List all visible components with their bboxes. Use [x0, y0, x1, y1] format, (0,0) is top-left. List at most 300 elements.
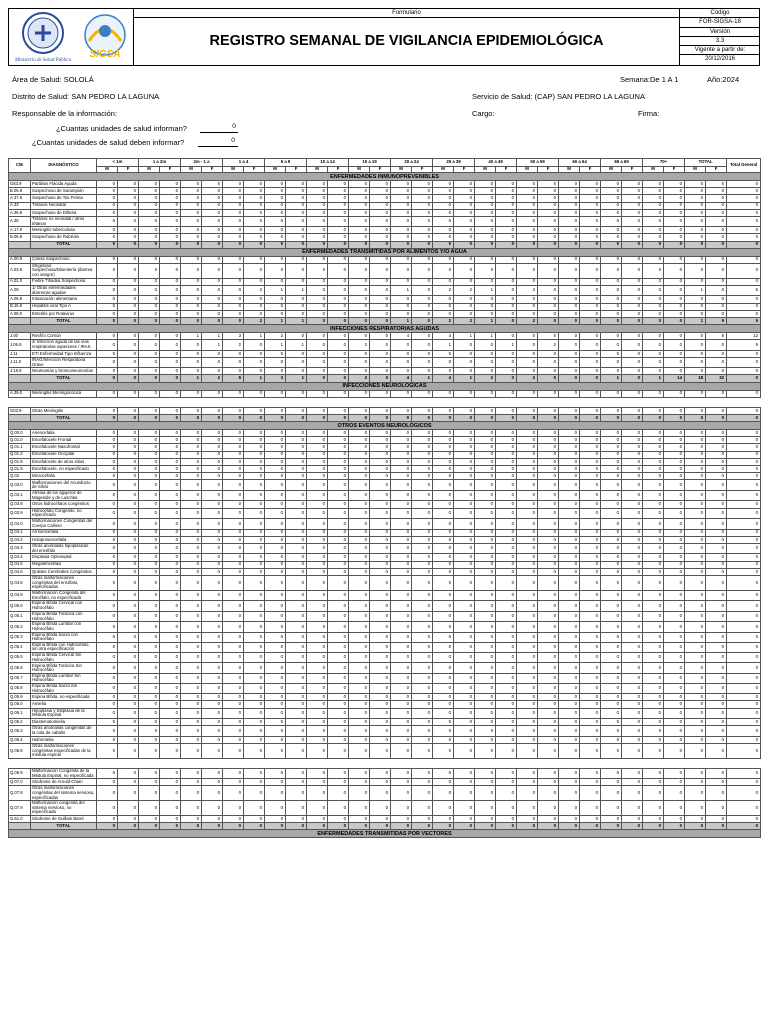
count-cell: 0: [559, 786, 580, 801]
count-cell: 0: [727, 622, 761, 632]
count-cell: 0: [601, 181, 622, 188]
count-cell: 0: [181, 663, 202, 674]
count-cell: 0: [496, 368, 517, 375]
count-cell: 0: [727, 437, 761, 444]
count-cell: 0: [496, 568, 517, 575]
count-cell: 0: [328, 501, 349, 508]
count-cell: 0: [139, 554, 160, 561]
count-cell: 0: [349, 701, 370, 708]
female-header: F: [244, 167, 265, 173]
count-cell: 0: [664, 407, 685, 414]
count-cell: 0: [370, 590, 391, 601]
count-cell: 0: [202, 786, 223, 801]
diagnosis-row: [9, 451, 761, 458]
count-cell: 0: [328, 622, 349, 632]
cie-code: J.11.0: [9, 357, 31, 367]
count-cell: 0: [559, 694, 580, 701]
count-cell: 0: [202, 536, 223, 543]
count-cell: 0: [160, 407, 181, 414]
count-cell: 0: [601, 632, 622, 642]
count-cell: 0: [727, 786, 761, 801]
count-cell: 0: [727, 632, 761, 642]
count-cell: 0: [328, 357, 349, 367]
count-cell: 0: [685, 227, 706, 234]
count-cell: 0: [160, 195, 181, 202]
count-cell: 0: [349, 726, 370, 737]
count-cell: 0: [370, 310, 391, 317]
count-cell: 0: [580, 333, 601, 340]
count-cell: 0: [601, 601, 622, 612]
count-cell: 0: [580, 310, 601, 317]
count-cell: 0: [118, 216, 139, 226]
count-cell: 0: [664, 701, 685, 708]
count-cell: 0: [139, 202, 160, 209]
count-cell: 0: [118, 181, 139, 188]
count-cell: 0: [538, 227, 559, 234]
count-cell: 0: [454, 768, 475, 779]
count-cell: 0: [559, 708, 580, 719]
diagnosis-name: Otras malformaciones congénitas especificadas de la médula espinal: [31, 744, 97, 759]
count-cell: 0: [181, 490, 202, 501]
count-cell: 0: [643, 508, 664, 519]
diagnosis-row: [9, 407, 761, 414]
count-cell: 0: [265, 653, 286, 663]
count-cell: 0: [118, 256, 139, 263]
count-cell: 0: [412, 642, 433, 653]
count-cell: 0: [496, 458, 517, 465]
count-cell: 0: [118, 444, 139, 451]
count-cell: 0: [433, 480, 454, 491]
count-cell: 0: [475, 209, 496, 216]
count-cell: 1: [601, 375, 622, 382]
count-cell: 0: [706, 202, 727, 209]
count-cell: 0: [454, 744, 475, 759]
count-cell: 0: [223, 303, 244, 310]
count-cell: 0: [349, 303, 370, 310]
count-cell: 0: [538, 375, 559, 382]
count-cell: 0: [475, 519, 496, 530]
diagnosis-name: Espina Bífida Sacra Sin Hidrocéfalo: [31, 684, 97, 694]
count-cell: 0: [223, 195, 244, 202]
total-spacer-cell: [9, 241, 31, 248]
count-cell: 0: [223, 768, 244, 779]
count-cell: 0: [265, 611, 286, 622]
count-cell: 0: [139, 736, 160, 743]
count-cell: 0: [685, 444, 706, 451]
count-cell: 0: [454, 458, 475, 465]
count-cell: 0: [97, 390, 118, 397]
count-cell: 0: [622, 480, 643, 491]
count-cell: 0: [202, 642, 223, 653]
count-cell: 0: [244, 684, 265, 694]
count-cell: 0: [664, 437, 685, 444]
count-cell: 0: [706, 188, 727, 195]
count-cell: 0: [559, 554, 580, 561]
count-cell: 0: [244, 673, 265, 683]
female-header: F: [118, 167, 139, 173]
count-cell: 0: [433, 263, 454, 278]
count-cell: 0: [181, 414, 202, 421]
count-cell: 0: [706, 501, 727, 508]
diagnosis-name: Intoxicación alimentaria: [31, 296, 97, 303]
count-cell: 0: [370, 736, 391, 743]
count-cell: 0: [139, 241, 160, 248]
count-cell: 1: [496, 340, 517, 351]
count-cell: 0: [496, 744, 517, 759]
count-cell: 0: [223, 473, 244, 480]
count-cell: 0: [328, 227, 349, 234]
count-cell: 0: [538, 278, 559, 285]
count-cell: 0: [349, 390, 370, 397]
count-cell: 0: [391, 296, 412, 303]
count-cell: 0: [601, 816, 622, 823]
count-cell: 0: [160, 568, 181, 575]
count-cell: 0: [580, 801, 601, 816]
count-cell: 0: [181, 195, 202, 202]
count-cell: 0: [454, 430, 475, 437]
count-cell: 0: [496, 561, 517, 568]
count-cell: 0: [391, 768, 412, 779]
count-cell: 0: [181, 285, 202, 296]
count-cell: 1: [265, 340, 286, 351]
count-cell: 0: [349, 653, 370, 663]
count-cell: 0: [664, 529, 685, 536]
count-cell: 0: [643, 673, 664, 683]
count-cell: 6: [727, 340, 761, 351]
count-cell: 0: [643, 340, 664, 351]
count-cell: 0: [349, 227, 370, 234]
count-cell: 0: [202, 202, 223, 209]
diagnosis-row: [9, 611, 761, 622]
diagnosis-name: Otras anomalías hipoplásicas del encéfalo: [31, 543, 97, 554]
count-cell: 0: [370, 188, 391, 195]
count-cell: 0: [349, 451, 370, 458]
count-cell: 0: [118, 227, 139, 234]
count-cell: 0: [433, 744, 454, 759]
count-cell: 0: [538, 543, 559, 554]
count-cell: 0: [328, 234, 349, 241]
count-cell: 0: [370, 701, 391, 708]
count-cell: 0: [580, 701, 601, 708]
count-cell: 0: [349, 202, 370, 209]
cie-code: Q.07.9: [9, 801, 31, 816]
count-cell: 0: [181, 209, 202, 216]
cie-code: B.05.9: [9, 188, 31, 195]
count-cell: 0: [160, 501, 181, 508]
count-cell: 0: [727, 407, 761, 414]
count-cell: 0: [475, 823, 496, 830]
age-group-header: 15 a 19: [349, 159, 391, 167]
diagnosis-name: Encefalocele Frontal: [31, 437, 97, 444]
surveillance-table: [8, 158, 761, 838]
count-cell: 0: [664, 296, 685, 303]
count-cell: 0: [601, 473, 622, 480]
diagnosis-name: ETI Enfermedad Tipo Influenza: [31, 350, 97, 357]
count-cell: 0: [622, 181, 643, 188]
count-cell: 0: [349, 317, 370, 324]
age-group-header: 65 a 69: [601, 159, 643, 167]
count-cell: 0: [223, 576, 244, 591]
count-cell: 9: [706, 317, 727, 324]
count-cell: 0: [727, 653, 761, 663]
count-cell: 0: [202, 473, 223, 480]
section-title: OTROS EVENTOS NEUROLÓGICOS: [9, 422, 761, 430]
count-cell: 0: [454, 561, 475, 568]
count-cell: 0: [160, 823, 181, 830]
count-cell: 0: [223, 317, 244, 324]
count-cell: 0: [349, 430, 370, 437]
count-cell: 0: [349, 407, 370, 414]
count-cell: 0: [517, 444, 538, 451]
count-cell: 0: [286, 779, 307, 786]
count-cell: 0: [517, 561, 538, 568]
cie-code: G.61.0: [9, 816, 31, 823]
count-cell: 0: [244, 263, 265, 278]
count-cell: 0: [664, 632, 685, 642]
count-cell: 0: [685, 622, 706, 632]
diagnosis-name: Shigelosis Sospechosa/Disentería (diarrea con sangre): [31, 263, 97, 278]
count-cell: 0: [622, 195, 643, 202]
count-cell: 0: [328, 673, 349, 683]
count-cell: 0: [118, 340, 139, 351]
count-cell: 0: [160, 543, 181, 554]
diagnosis-name: Espina Bífida Torácica con Hidrocéfalo: [31, 611, 97, 622]
count-cell: 0: [286, 642, 307, 653]
count-cell: 0: [538, 554, 559, 561]
diagnosis-name: Hepatitis viral Tipo A: [31, 303, 97, 310]
count-cell: 0: [622, 708, 643, 719]
sigsa-logo: [77, 11, 133, 65]
count-cell: 0: [433, 181, 454, 188]
count-cell: 0: [307, 622, 328, 632]
count-cell: 0: [706, 473, 727, 480]
diagnosis-row: [9, 333, 761, 340]
count-cell: 0: [664, 622, 685, 632]
count-cell: 0: [601, 779, 622, 786]
count-cell: 0: [601, 430, 622, 437]
diagnosis-name: Amielia: [31, 701, 97, 708]
count-cell: 0: [139, 350, 160, 357]
diagnosis-name: Hidrocéfalo Congénito, no especificado: [31, 508, 97, 519]
count-cell: 0: [727, 451, 761, 458]
diagnosis-name: Otras malformaciones congénitas del encéfalo, especificadas: [31, 576, 97, 591]
count-cell: 0: [454, 801, 475, 816]
count-cell: 0: [454, 407, 475, 414]
count-cell: 0: [412, 694, 433, 701]
count-cell: 0: [685, 216, 706, 226]
diagnosis-row: [9, 350, 761, 357]
count-cell: 0: [643, 303, 664, 310]
count-cell: 0: [286, 473, 307, 480]
count-cell: 0: [454, 508, 475, 519]
count-cell: 0: [454, 414, 475, 421]
count-cell: 0: [538, 701, 559, 708]
count-cell: 0: [580, 490, 601, 501]
count-cell: 0: [370, 466, 391, 473]
diagnosis-name: Espina Bífida Cervical Sin Hidrocéfalo: [31, 653, 97, 663]
count-cell: 0: [139, 216, 160, 226]
diagnosis-name: Neumonías y bronconeumonías: [31, 368, 97, 375]
count-cell: 0: [286, 480, 307, 491]
count-cell: 0: [496, 726, 517, 737]
cie-code: A.05.9: [9, 296, 31, 303]
count-cell: 0: [433, 719, 454, 726]
count-cell: 0: [538, 234, 559, 241]
count-cell: 0: [454, 694, 475, 701]
count-cell: 0: [412, 708, 433, 719]
signature-field: Firma:: [638, 109, 660, 118]
count-cell: 0: [265, 701, 286, 708]
count-cell: 0: [685, 684, 706, 694]
diagnosis-row: [9, 622, 761, 632]
count-cell: 0: [475, 234, 496, 241]
count-cell: 0: [265, 519, 286, 530]
count-cell: 0: [727, 216, 761, 226]
count-cell: 0: [97, 278, 118, 285]
count-cell: 0: [97, 188, 118, 195]
count-cell: 0: [622, 554, 643, 561]
count-cell: 0: [181, 519, 202, 530]
count-cell: 0: [601, 708, 622, 719]
count-cell: 0: [412, 601, 433, 612]
count-cell: 0: [685, 473, 706, 480]
diagnosis-name: Otras malformaciones congénitas del sistema nervioso, especificadas: [31, 786, 97, 801]
count-cell: 0: [727, 458, 761, 465]
female-header: F: [496, 167, 517, 173]
count-cell: 0: [223, 451, 244, 458]
count-cell: 0: [580, 663, 601, 674]
count-cell: 0: [706, 278, 727, 285]
count-cell: 0: [307, 719, 328, 726]
count-cell: 0: [349, 673, 370, 683]
cie-code: A.39.0: [9, 390, 31, 397]
count-cell: 0: [223, 642, 244, 653]
count-cell: 0: [664, 673, 685, 683]
count-cell: 0: [181, 816, 202, 823]
count-cell: 0: [307, 576, 328, 591]
count-cell: 0: [307, 437, 328, 444]
count-cell: 14: [664, 375, 685, 382]
count-cell: 0: [328, 407, 349, 414]
count-cell: 0: [622, 744, 643, 759]
count-cell: 0: [328, 241, 349, 248]
count-cell: 0: [370, 622, 391, 632]
count-cell: 0: [307, 357, 328, 367]
valid-from-label: Vigente a partir de:: [680, 46, 760, 55]
diagnosis-row: [9, 786, 761, 801]
count-cell: 0: [622, 561, 643, 568]
count-cell: 0: [328, 430, 349, 437]
count-cell: 0: [118, 188, 139, 195]
count-cell: 0: [517, 823, 538, 830]
count-cell: 0: [475, 296, 496, 303]
count-cell: 0: [97, 263, 118, 278]
count-cell: 0: [517, 673, 538, 683]
diagnosis-name: Hipoplasia y Displasia de la Médula Espinal: [31, 708, 97, 719]
count-cell: 0: [328, 508, 349, 519]
count-cell: 0: [580, 786, 601, 801]
count-cell: 0: [349, 458, 370, 465]
units-should-report-value: 0: [231, 137, 235, 144]
count-cell: 0: [685, 430, 706, 437]
count-cell: 0: [139, 786, 160, 801]
male-header: M: [517, 167, 538, 173]
count-cell: 0: [433, 736, 454, 743]
count-cell: 0: [643, 536, 664, 543]
count-cell: 0: [118, 736, 139, 743]
count-cell: 0: [496, 536, 517, 543]
count-cell: 0: [475, 256, 496, 263]
count-cell: 0: [517, 310, 538, 317]
count-cell: 0: [412, 653, 433, 663]
count-cell: 0: [559, 188, 580, 195]
count-cell: 0: [706, 216, 727, 226]
units-report-value: 0: [232, 123, 236, 130]
count-cell: 0: [454, 779, 475, 786]
count-cell: 0: [412, 437, 433, 444]
count-cell: 0: [97, 663, 118, 674]
count-cell: 0: [391, 744, 412, 759]
section-header-row: [9, 173, 761, 181]
diagnosis-row: [9, 642, 761, 653]
count-cell: 0: [727, 181, 761, 188]
count-cell: 0: [496, 590, 517, 601]
count-cell: 0: [580, 357, 601, 367]
count-cell: 0: [202, 684, 223, 694]
diagnosis-row: [9, 536, 761, 543]
count-cell: 0: [538, 451, 559, 458]
count-cell: 0: [307, 195, 328, 202]
diagnosis-row: [9, 256, 761, 263]
count-cell: 0: [391, 663, 412, 674]
count-cell: 0: [181, 673, 202, 683]
female-header: F: [202, 167, 223, 173]
count-cell: 0: [265, 278, 286, 285]
count-cell: 0: [160, 529, 181, 536]
count-cell: 0: [559, 303, 580, 310]
count-cell: 0: [223, 234, 244, 241]
count-cell: 0: [664, 726, 685, 737]
count-cell: 0: [223, 437, 244, 444]
count-cell: 0: [538, 195, 559, 202]
count-cell: 0: [265, 543, 286, 554]
count-cell: 0: [412, 554, 433, 561]
count-cell: 0: [622, 601, 643, 612]
count-cell: 0: [349, 181, 370, 188]
count-cell: 0: [391, 414, 412, 421]
count-cell: 0: [202, 390, 223, 397]
count-cell: 0: [496, 653, 517, 663]
count-cell: 0: [664, 188, 685, 195]
count-cell: 0: [307, 285, 328, 296]
count-cell: 0: [475, 181, 496, 188]
count-cell: 0: [223, 816, 244, 823]
count-cell: 0: [706, 340, 727, 351]
count-cell: 0: [265, 779, 286, 786]
count-cell: 0: [475, 473, 496, 480]
count-cell: 1: [286, 340, 307, 351]
count-cell: 0: [349, 642, 370, 653]
count-cell: 0: [601, 642, 622, 653]
count-cell: 2: [433, 285, 454, 296]
count-cell: 0: [496, 673, 517, 683]
count-cell: 0: [265, 368, 286, 375]
count-cell: 0: [643, 310, 664, 317]
form-header: [8, 8, 760, 66]
count-cell: 0: [706, 195, 727, 202]
count-cell: 0: [664, 779, 685, 786]
count-cell: 0: [223, 779, 244, 786]
